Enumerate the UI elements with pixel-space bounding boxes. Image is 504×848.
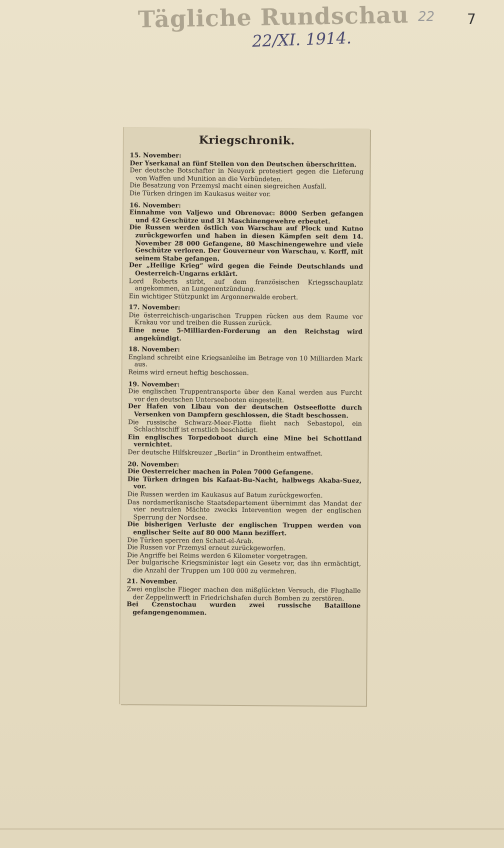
chronicle-entry bbox=[129, 202, 364, 302]
entry-item: Die Türken dringen im Kaukasus weiter vor. bbox=[129, 190, 271, 199]
entry-item: Der deutsche Botschafter in Neuyork protestiert gegen die Lieferung von Waffen und Munition an die Verbündeten. bbox=[129, 167, 364, 184]
entry-item: England schreibt eine Kriegsanleihe im Betrage von 10 Milliarden Mark aus. bbox=[128, 354, 363, 369]
entry-date: 16. November: bbox=[129, 201, 181, 210]
newspaper-masthead: Tägliche Rundschau bbox=[137, 1, 410, 34]
chronicle-entry bbox=[127, 461, 362, 577]
entry-item: Reims wird erneut heftig beschossen. bbox=[128, 369, 249, 378]
chronicle-entry bbox=[128, 381, 363, 459]
entry-item: Die Russen werden im Kaukasus auf Batum zurückgeworfen. bbox=[127, 491, 323, 500]
entry-date: 21. November. bbox=[126, 578, 178, 587]
entry-date: 19. November: bbox=[128, 380, 180, 389]
entry-item: Die Russen vor Przemysl erneut zurückgeworfen. bbox=[127, 544, 286, 553]
entry-item: Einnahme von Valjewo und Obrenovac: 8000 Serben gefangen und 42 Geschütze und 31 Maschinengewehre erbeutet. bbox=[129, 209, 364, 226]
entry-item: Ein wichtiger Stützpunkt im Argonnerwalde erobert. bbox=[128, 292, 299, 302]
entry-item: Eine neue 5-Milliarden-Forderung an den Reichstag wird angekündigt. bbox=[128, 327, 363, 343]
entry-item: Die russische Schwarz-Meer-Flotte flieht nach Sebastopol, ein Schlachtschiff ist ernstlich beschädigt. bbox=[127, 418, 362, 435]
entry-item: Der „Heilige Krieg“ wird gegen die Feinde Deutschlands und Oesterreich-Ungarns erklärt. bbox=[129, 262, 364, 278]
handwritten-date: 22/XI. 1914. bbox=[251, 28, 352, 51]
entry-item: Die Oesterreicher machen in Polen 7000 Gefangene. bbox=[127, 468, 314, 477]
newspaper-clipping bbox=[120, 127, 370, 706]
entry-date: 17. November: bbox=[128, 304, 181, 312]
entry-item: Die englischen Truppentransporte über den Kanal werden aus Furcht vor den deutschen Unterseebooten eingestellt. bbox=[128, 388, 363, 405]
entry-item: Der Yserkanal an fünf Stellen von den Deutschen überschritten. bbox=[129, 159, 357, 169]
entry-item: Die österreichisch-ungarischen Truppen rücken aus dem Raume vor Krakau vor und treiben die Russen zurück. bbox=[128, 312, 363, 328]
chronicle-entry bbox=[130, 152, 364, 199]
entry-item: Der deutsche Hilfskreuzer „Berlin“ in Drontheim entwaffnet. bbox=[127, 449, 323, 458]
entry-item: Ein englisches Torpedoboot durch eine Mine bei Schottland vernichtet. bbox=[127, 433, 362, 449]
entry-item: Der bulgarische Kriegsminister legt ein Gesetz vor, das ihn ermächtigt, die Anzahl der Truppen um 100 000 zu vermehren. bbox=[126, 559, 361, 576]
entry-item: Die bisherigen Verluste der englischen Truppen werden von englischer Seite auf 80 000 Mann beziffert. bbox=[127, 521, 362, 538]
entry-item: Das nordamerikanische Staatsdepartement übernimmt das Mandat der vier neutralen Mächte zwecks Intervention wegen der englischen Sperrung der Nordsee. bbox=[127, 498, 362, 522]
chronicle-entry bbox=[127, 579, 361, 619]
entry-item: Zwei englische Flieger machen den mißglückten Versuch, die Flughalle der Zeppelinwerft in Friedrichshafen durch Bomben zu zerstören. bbox=[126, 586, 361, 603]
clipping-title: Kriegschronik. bbox=[198, 133, 296, 148]
entry-item: Bei Czenstochau wurden zwei russische Bataillone gefangengenommen. bbox=[126, 601, 361, 617]
entry-date: 18. November: bbox=[128, 346, 180, 354]
archive-page-number: 7 bbox=[467, 12, 476, 28]
chronicle-entry bbox=[128, 346, 362, 378]
entry-date: 15. November: bbox=[129, 152, 182, 160]
page-fold-line bbox=[0, 828, 504, 830]
entry-item: Die Angriffe bei Reims werden 6 Kilometer vorgetragen. bbox=[127, 551, 308, 561]
entry-item: Die Türken dringen bis Kafaat-Bu-Nacht, halbwegs Akaba-Suez, vor. bbox=[127, 475, 362, 491]
clipping-body bbox=[121, 127, 370, 618]
entry-item: Der Hafen von Libau von der deutschen Ostseeflotte durch Versenken von Dampfern geschlossen, die Stadt beschossen. bbox=[128, 403, 363, 420]
entry-date: 20. November: bbox=[127, 460, 180, 469]
archive-ref-faint: 22 bbox=[418, 10, 435, 25]
chronicle-entry bbox=[129, 304, 363, 344]
entry-item: Lord Roberts stirbt, auf dem französischen Kriegsschauplatz angekommen, an Lungenentzündung. bbox=[128, 277, 363, 294]
entry-item: Die Russen werden östlich von Warschau auf Plock und Kutno zurückgeworfen und haben in diesen Kämpfen seit dem 14. November 28 000 Gefangene, 80 Maschinengewehre und viele Geschütze verloren. Der Gouverneur von Warschau, v. Korff, mit seinem Stabe gefangen. bbox=[129, 224, 364, 263]
entry-item: Die Türken sperren den Schatt-el-Arab. bbox=[127, 536, 254, 545]
entry-item: Die Besatzung von Przemysl macht einen siegreichen Ausfall. bbox=[129, 182, 327, 191]
